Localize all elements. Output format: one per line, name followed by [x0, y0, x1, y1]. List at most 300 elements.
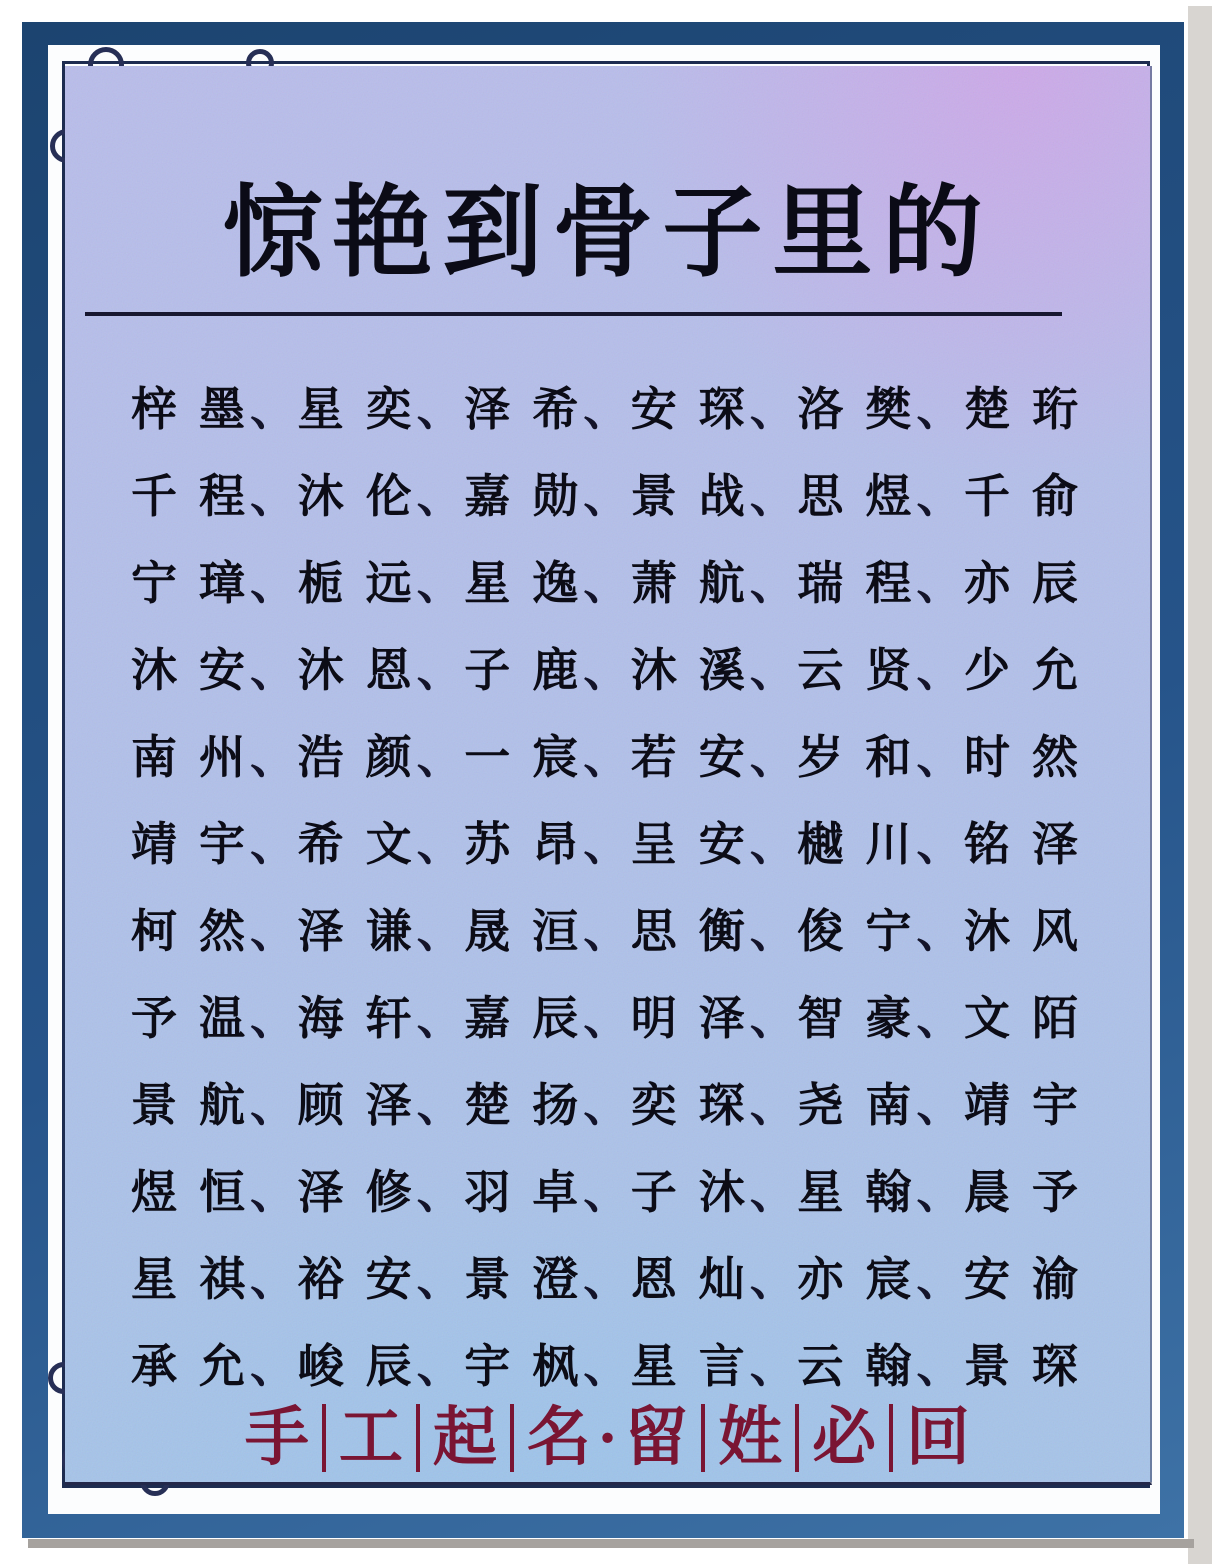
name-char: 谦	[365, 905, 412, 957]
name-char: 南	[865, 1079, 912, 1131]
name-item	[963, 470, 1078, 522]
name-char: 言	[698, 1340, 745, 1392]
name-separator: 、	[250, 905, 296, 957]
footer-divider-bar	[322, 1404, 326, 1472]
name-char: 明	[630, 992, 677, 1044]
name-separator: 、	[583, 1340, 630, 1392]
name-separator: 、	[916, 470, 963, 522]
name-item	[131, 731, 296, 783]
name-row	[131, 1149, 1078, 1236]
footer-divider-bar	[510, 1404, 514, 1472]
name-item	[797, 1253, 963, 1305]
name-char: 航	[698, 557, 745, 609]
name-char: 灿	[698, 1253, 745, 1305]
name-char: 墨	[199, 383, 245, 435]
name-item	[797, 383, 963, 435]
name-separator: 、	[749, 644, 796, 696]
name-char: 文	[365, 818, 412, 870]
name-separator: 、	[583, 470, 630, 522]
name-char: 辰	[532, 992, 579, 1044]
name-char: 沐	[297, 644, 344, 696]
name-separator: 、	[416, 1079, 463, 1131]
name-char: 宸	[865, 1253, 912, 1305]
name-char: 星	[630, 1340, 677, 1392]
name-char: 辰	[365, 1340, 412, 1392]
name-char: 安	[199, 644, 245, 696]
name-separator: 、	[416, 905, 463, 957]
name-char: 逸	[532, 557, 579, 609]
name-char: 楚	[963, 383, 1010, 435]
name-char: 思	[797, 470, 844, 522]
name-item	[131, 1166, 296, 1218]
name-char: 程	[199, 470, 245, 522]
name-char: 鹿	[532, 644, 579, 696]
name-separator: 、	[250, 557, 296, 609]
name-char: 智	[797, 992, 844, 1044]
title-block	[65, 178, 1150, 289]
name-separator: 、	[416, 1166, 463, 1218]
name-separator: 、	[916, 1166, 963, 1218]
name-item	[797, 470, 963, 522]
name-char: 璋	[199, 557, 245, 609]
footer-char: 起	[432, 1402, 497, 1473]
name-separator: 、	[916, 905, 963, 957]
name-item	[630, 731, 796, 783]
poster-frame	[22, 22, 1184, 1538]
footer-char: 工	[338, 1402, 403, 1473]
name-char: 俞	[1031, 470, 1078, 522]
name-item	[131, 644, 296, 696]
name-char: 程	[865, 557, 912, 609]
name-separator: 、	[416, 470, 463, 522]
name-char: 楚	[464, 1079, 511, 1131]
name-separator: 、	[250, 1253, 296, 1305]
name-item	[630, 557, 796, 609]
name-char: 和	[865, 731, 912, 783]
name-separator: 、	[416, 644, 463, 696]
name-item	[963, 1253, 1078, 1305]
name-char: 峻	[297, 1340, 344, 1392]
footer-divider-bar	[795, 1404, 799, 1472]
name-item	[464, 470, 630, 522]
name-item	[464, 1079, 630, 1131]
name-item	[131, 818, 296, 870]
name-char: 柯	[131, 905, 177, 957]
name-char: 珩	[1031, 383, 1078, 435]
name-char: 晨	[963, 1166, 1010, 1218]
name-char: 恩	[630, 1253, 677, 1305]
name-char: 翰	[865, 1166, 912, 1218]
name-char: 嘉	[464, 470, 511, 522]
name-char: 祺	[199, 1253, 245, 1305]
name-separator: 、	[416, 557, 463, 609]
name-char: 琛	[698, 383, 745, 435]
name-item	[131, 470, 296, 522]
name-char: 泽	[464, 383, 511, 435]
name-item	[131, 1340, 296, 1392]
name-item	[464, 731, 630, 783]
name-char: 洛	[797, 383, 844, 435]
name-item	[131, 992, 296, 1044]
name-char: 一	[464, 731, 511, 783]
name-char: 恒	[199, 1166, 245, 1218]
footer-char: 回	[906, 1402, 971, 1473]
name-char: 星	[131, 1253, 177, 1305]
name-char: 煜	[131, 1166, 177, 1218]
name-row	[131, 540, 1078, 627]
name-char: 贤	[865, 644, 912, 696]
name-item	[630, 992, 796, 1044]
name-char: 洹	[532, 905, 579, 957]
footer-char: 名	[526, 1402, 591, 1473]
name-char: 文	[963, 992, 1010, 1044]
name-separator: 、	[583, 644, 630, 696]
name-char: 星	[797, 1166, 844, 1218]
name-separator: 、	[916, 383, 963, 435]
name-char: 温	[199, 992, 245, 1044]
name-char: 颜	[365, 731, 412, 783]
name-item	[464, 1253, 630, 1305]
name-item	[797, 1340, 963, 1392]
name-item	[963, 1340, 1078, 1392]
name-char: 樊	[865, 383, 912, 435]
name-separator: 、	[916, 1253, 963, 1305]
footer-tagline	[65, 1396, 1150, 1480]
name-char: 羽	[464, 1166, 511, 1218]
name-item	[963, 383, 1078, 435]
name-item	[797, 818, 963, 870]
name-item	[630, 905, 796, 957]
name-separator: 、	[749, 383, 796, 435]
name-char: 靖	[963, 1079, 1010, 1131]
name-char: 星	[464, 557, 511, 609]
name-item	[464, 383, 630, 435]
name-char: 沐	[698, 1166, 745, 1218]
name-separator: 、	[583, 731, 630, 783]
name-item	[963, 992, 1078, 1044]
footer-char: 必	[812, 1402, 877, 1473]
name-char: 澄	[532, 1253, 579, 1305]
name-char: 希	[532, 383, 579, 435]
name-separator: 、	[749, 1166, 796, 1218]
name-separator: 、	[250, 992, 296, 1044]
name-char: 宇	[1031, 1079, 1078, 1131]
name-item	[797, 1166, 963, 1218]
name-char: 靖	[131, 818, 177, 870]
name-row	[131, 975, 1078, 1062]
name-char: 宁	[131, 557, 177, 609]
name-char: 琛	[1031, 1340, 1078, 1392]
name-item	[297, 818, 463, 870]
name-char: 千	[131, 470, 177, 522]
name-char: 泽	[365, 1079, 412, 1131]
name-char: 海	[297, 992, 344, 1044]
title-underline	[85, 312, 1062, 316]
name-item	[630, 383, 796, 435]
name-separator: 、	[416, 383, 463, 435]
name-item	[963, 1166, 1078, 1218]
name-char: 景	[131, 1079, 177, 1131]
name-separator: 、	[916, 644, 963, 696]
name-char: 樾	[797, 818, 844, 870]
name-separator: 、	[250, 1166, 296, 1218]
name-item	[963, 905, 1078, 957]
name-item	[797, 1079, 963, 1131]
name-item	[963, 818, 1078, 870]
name-char: 云	[797, 1340, 844, 1392]
name-char: 时	[963, 731, 1010, 783]
name-char: 沐	[297, 470, 344, 522]
name-char: 陌	[1031, 992, 1078, 1044]
name-separator: 、	[916, 557, 963, 609]
frame-mat	[48, 45, 1160, 1514]
name-item	[797, 557, 963, 609]
name-char: 景	[963, 1340, 1010, 1392]
name-char: 若	[630, 731, 677, 783]
name-char: 尧	[797, 1079, 844, 1131]
name-separator: 、	[583, 1253, 630, 1305]
outer-margin-shade-right	[1188, 6, 1212, 1564]
name-item	[630, 1079, 796, 1131]
name-char: 沐	[963, 905, 1010, 957]
name-char: 顾	[297, 1079, 344, 1131]
name-char: 泽	[698, 992, 745, 1044]
name-separator: 、	[416, 1253, 463, 1305]
name-char: 千	[963, 470, 1010, 522]
name-item	[464, 992, 630, 1044]
name-char: 宁	[865, 905, 912, 957]
name-item	[297, 644, 463, 696]
name-item	[297, 731, 463, 783]
name-char: 景	[464, 1253, 511, 1305]
footer-char: 姓	[718, 1402, 783, 1473]
outer-margin-shade-bottom	[28, 1539, 1194, 1548]
name-char: 战	[698, 470, 745, 522]
footer-divider-bar	[416, 1404, 420, 1472]
name-char: 南	[131, 731, 177, 783]
name-item	[630, 1253, 796, 1305]
name-char: 翰	[865, 1340, 912, 1392]
name-item	[297, 992, 463, 1044]
name-char: 安	[963, 1253, 1010, 1305]
name-char: 亦	[963, 557, 1010, 609]
name-char: 川	[865, 818, 912, 870]
name-separator: 、	[583, 1166, 630, 1218]
name-char: 宇	[464, 1340, 511, 1392]
name-row	[131, 801, 1078, 888]
name-separator: 、	[749, 905, 796, 957]
name-char: 希	[297, 818, 344, 870]
name-item	[297, 1166, 463, 1218]
name-row	[131, 888, 1078, 975]
name-item	[797, 731, 963, 783]
name-item	[630, 1166, 796, 1218]
name-separator: 、	[583, 1079, 630, 1131]
footer-divider-bar	[889, 1404, 893, 1472]
footer-char: 留	[624, 1402, 689, 1473]
name-char: 宇	[199, 818, 245, 870]
name-char: 泽	[297, 905, 344, 957]
name-char: 宸	[532, 731, 579, 783]
name-separator: 、	[416, 731, 463, 783]
name-separator: 、	[250, 644, 296, 696]
name-char: 瑞	[797, 557, 844, 609]
name-row	[131, 453, 1078, 540]
name-item	[131, 905, 296, 957]
name-char: 俊	[797, 905, 844, 957]
name-char: 安	[630, 383, 677, 435]
name-separator: 、	[583, 905, 630, 957]
name-separator: 、	[916, 1079, 963, 1131]
name-char: 萧	[630, 557, 677, 609]
name-separator: 、	[250, 383, 296, 435]
name-item	[297, 557, 463, 609]
name-row	[131, 1062, 1078, 1149]
name-char: 岁	[797, 731, 844, 783]
name-char: 苏	[464, 818, 511, 870]
name-separator: 、	[250, 731, 296, 783]
name-char: 予	[131, 992, 177, 1044]
name-item	[464, 818, 630, 870]
name-separator: 、	[250, 470, 296, 522]
name-separator: 、	[916, 731, 963, 783]
name-item	[630, 644, 796, 696]
name-char: 星	[297, 383, 344, 435]
name-item	[630, 470, 796, 522]
name-char: 嘉	[464, 992, 511, 1044]
name-char: 呈	[630, 818, 677, 870]
name-item	[297, 470, 463, 522]
name-char: 伦	[365, 470, 412, 522]
names-grid	[131, 366, 1078, 1410]
name-item	[464, 644, 630, 696]
name-char: 安	[365, 1253, 412, 1305]
footer-dot: ·	[596, 1402, 619, 1473]
name-char: 轩	[365, 992, 412, 1044]
name-separator: 、	[416, 992, 463, 1044]
name-separator: 、	[250, 1340, 296, 1392]
name-item	[464, 1166, 630, 1218]
name-char: 琛	[698, 1079, 745, 1131]
name-char: 卓	[532, 1166, 579, 1218]
name-char: 昂	[532, 818, 579, 870]
name-char: 远	[365, 557, 412, 609]
name-row	[131, 366, 1078, 453]
footer-char: 手	[244, 1402, 309, 1473]
name-char: 然	[199, 905, 245, 957]
name-char: 承	[131, 1340, 177, 1392]
name-item	[797, 644, 963, 696]
name-char: 栀	[297, 557, 344, 609]
name-char: 子	[464, 644, 511, 696]
name-char: 恩	[365, 644, 412, 696]
name-item	[297, 1253, 463, 1305]
name-char: 辰	[1031, 557, 1078, 609]
name-item	[297, 905, 463, 957]
name-item	[797, 992, 963, 1044]
name-char: 少	[963, 644, 1010, 696]
name-item	[131, 383, 296, 435]
name-separator: 、	[916, 1340, 963, 1392]
name-char: 扬	[532, 1079, 579, 1131]
name-row	[131, 714, 1078, 801]
name-item	[630, 1340, 796, 1392]
name-item	[297, 1340, 463, 1392]
name-separator: 、	[583, 383, 630, 435]
poster-paper	[65, 66, 1152, 1485]
name-item	[963, 1079, 1078, 1131]
name-separator: 、	[416, 1340, 463, 1392]
name-item	[630, 818, 796, 870]
name-item	[131, 1253, 296, 1305]
name-char: 景	[630, 470, 677, 522]
name-item	[963, 731, 1078, 783]
name-separator: 、	[749, 557, 796, 609]
name-separator: 、	[749, 731, 796, 783]
name-separator: 、	[583, 557, 630, 609]
name-separator: 、	[749, 1079, 796, 1131]
name-separator: 、	[916, 818, 963, 870]
name-item	[797, 905, 963, 957]
name-char: 渝	[1031, 1253, 1078, 1305]
name-char: 枫	[532, 1340, 579, 1392]
name-item	[131, 557, 296, 609]
name-char: 亦	[797, 1253, 844, 1305]
name-char: 铭	[963, 818, 1010, 870]
name-item	[963, 557, 1078, 609]
name-char: 航	[199, 1079, 245, 1131]
name-char: 安	[698, 818, 745, 870]
name-separator: 、	[250, 818, 296, 870]
name-separator: 、	[749, 1340, 796, 1392]
name-row	[131, 1236, 1078, 1323]
name-char: 然	[1031, 731, 1078, 783]
name-char: 浩	[297, 731, 344, 783]
name-separator: 、	[250, 1079, 296, 1131]
name-item	[963, 644, 1078, 696]
name-separator: 、	[416, 818, 463, 870]
name-char: 予	[1031, 1166, 1078, 1218]
name-item	[297, 1079, 463, 1131]
name-char: 溪	[698, 644, 745, 696]
footer-divider-bar	[701, 1404, 705, 1472]
name-char: 云	[797, 644, 844, 696]
name-char: 安	[698, 731, 745, 783]
name-char: 允	[199, 1340, 245, 1392]
name-char: 州	[199, 731, 245, 783]
name-item	[131, 1079, 296, 1131]
name-separator: 、	[749, 1253, 796, 1305]
name-item	[464, 905, 630, 957]
name-char: 子	[630, 1166, 677, 1218]
name-item	[464, 1340, 630, 1392]
name-char: 梓	[131, 383, 177, 435]
name-char: 修	[365, 1166, 412, 1218]
name-separator: 、	[916, 992, 963, 1044]
name-char: 允	[1031, 644, 1078, 696]
name-char: 衡	[698, 905, 745, 957]
name-char: 沐	[131, 644, 177, 696]
name-char: 奕	[630, 1079, 677, 1131]
name-separator: 、	[749, 992, 796, 1044]
name-char: 泽	[297, 1166, 344, 1218]
name-char: 晟	[464, 905, 511, 957]
name-char: 煜	[865, 470, 912, 522]
name-char: 泽	[1031, 818, 1078, 870]
name-char: 勋	[532, 470, 579, 522]
name-char: 豪	[865, 992, 912, 1044]
name-separator: 、	[583, 818, 630, 870]
